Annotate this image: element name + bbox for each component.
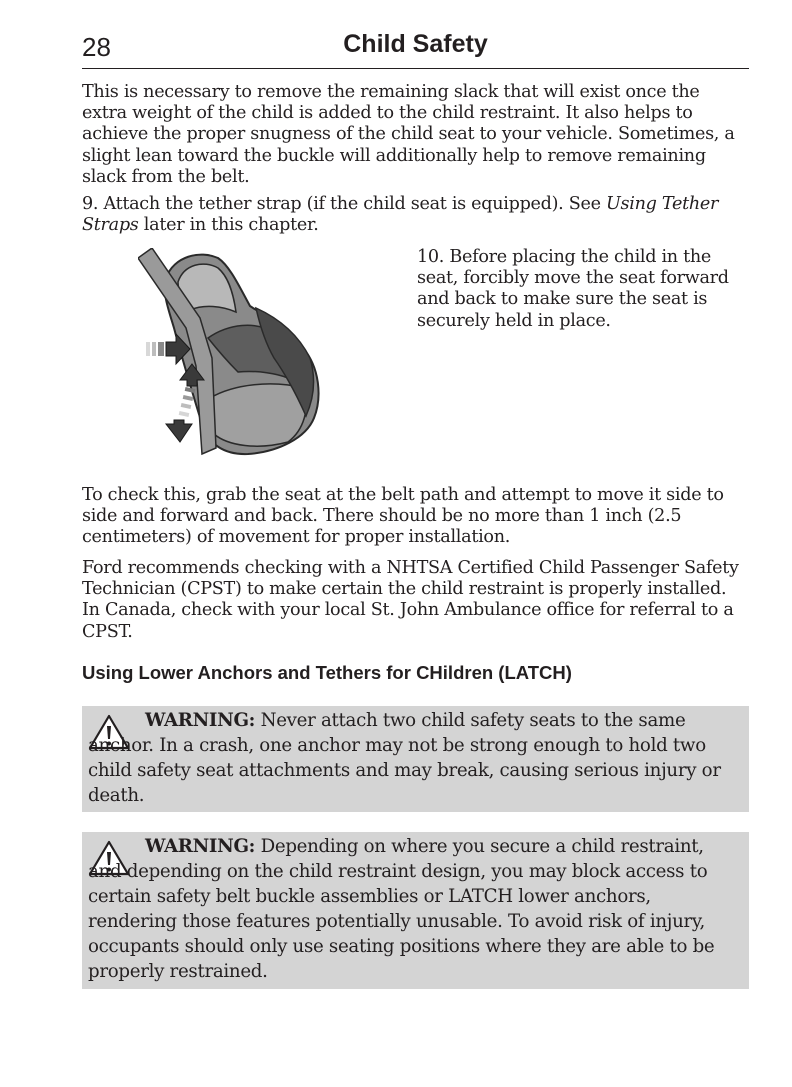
page-header [82, 30, 749, 69]
child-seat-illustration [138, 248, 328, 466]
paragraph-slack: This is necessary to remove the remaining slack that will exist once the extra weight of the child is added to the child restraint. It also helps to achieve the proper snugness of the child seat to your vehicle. Sometimes, a slight lean toward the buckle will additionally help to remove remaining slack from the belt. [82, 82, 735, 187]
warning-text-2 [88, 834, 740, 984]
warning-text-1 [88, 708, 740, 808]
page-number: 28 [82, 32, 111, 62]
step-9-text: 9. Attach the tether strap (if the child seat is equipped). See [82, 194, 607, 214]
warning-body-2: Depending on where you secure a child restraint, and depending on the child restraint design, you may block access to certain safety belt buckle assemblies or LATCH lower anchors, rendering those features potentially unusable. To avoid risk of injury, occupants should only use seating positions where they are able to be properly restrained. [88, 836, 715, 982]
paragraph-step-10: 10. Before placing the child in the seat, forcibly move the seat forward and back to make sure the seat is securely held in place. [417, 247, 729, 331]
paragraph-cpst: Ford recommends checking with a NHTSA Certified Child Passenger Safety Technician (CPST) to make certain the child restraint is properly installed. In Canada, check with your local St. John Ambulance office for referral to a CPST. [82, 558, 739, 642]
latch-subheading: Using Lower Anchors and Tethers for CHildren (LATCH) [82, 662, 572, 683]
section-title: Child Safety [343, 30, 488, 58]
warning-box-2 [82, 832, 749, 989]
step-9-text-end: later in this chapter. [138, 215, 319, 236]
tether-straps-reference: Using Tether Straps [82, 194, 719, 236]
warning-body-1: Never attach two child safety seats to the same anchor. In a crash, one anchor may not be strong enough to hold two child safety seat attachments and may break, causing serious injury or death. [88, 710, 721, 806]
warning-label-1: WARNING: [145, 710, 256, 731]
warning-label-2: WARNING: [145, 836, 256, 857]
paragraph-step-9 [82, 194, 749, 236]
warning-box-1 [82, 706, 749, 812]
seat-base [209, 384, 306, 446]
paragraph-check: To check this, grab the seat at the belt path and attempt to move it side to side and forward and back. There should be no more than 1 inch (2.5 centimeters) of movement for proper installation. [82, 485, 724, 548]
